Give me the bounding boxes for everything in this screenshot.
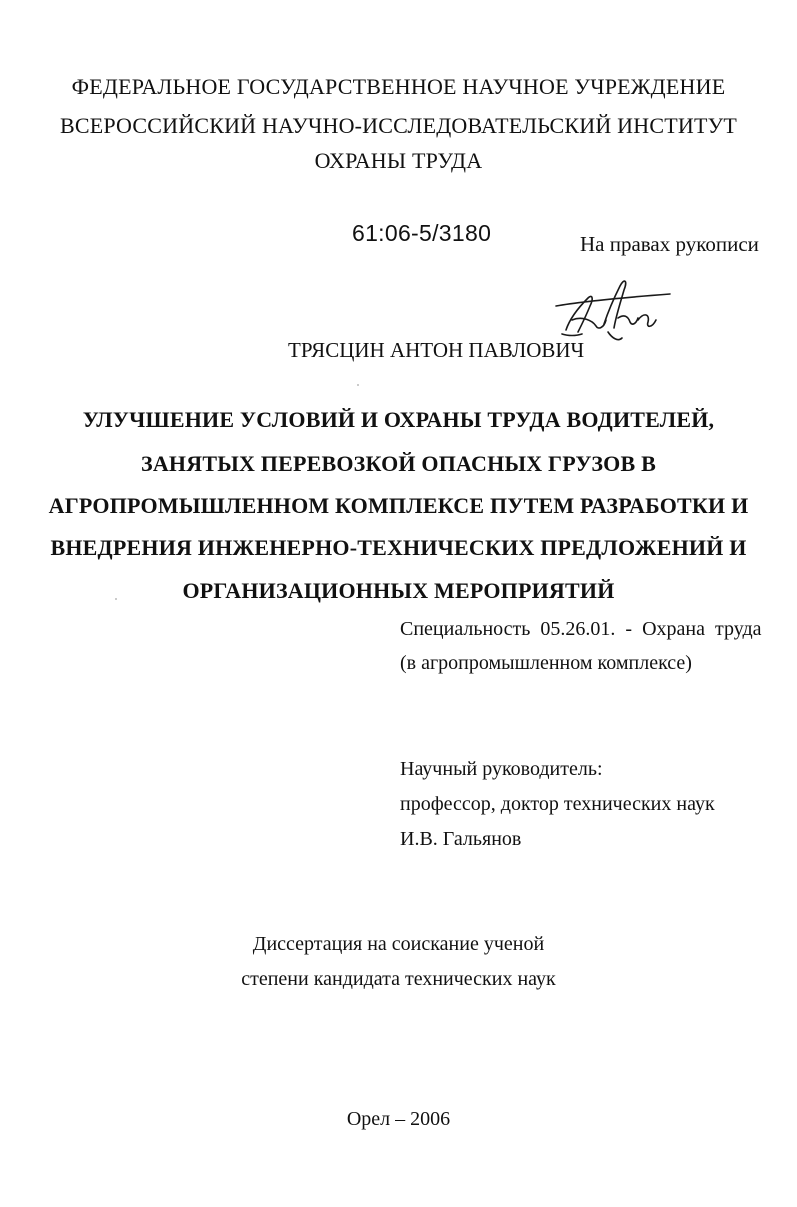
supervisor-name: И.В. Гальянов <box>400 828 522 850</box>
title-line-5: ОРГАНИЗАЦИОННЫХ МЕРОПРИЯТИЙ <box>182 578 615 603</box>
degree-statement-line-2: степени кандидата технических наук <box>241 968 556 990</box>
institution-line-1: ФЕДЕРАЛЬНОЕ ГОСУДАРСТВЕННОЕ НАУЧНОЕ УЧРЕЖДЕНИЕ <box>71 74 726 99</box>
scan-speck <box>357 384 359 386</box>
catalog-code: 61:06-5/3180 <box>352 220 492 246</box>
supervisor-label: Научный руководитель: <box>400 758 603 780</box>
degree-statement-line-1: Диссертация на соискание ученой <box>252 933 545 955</box>
title-line-2: ЗАНЯТЫХ ПЕРЕВОЗКОЙ ОПАСНЫХ ГРУЗОВ В <box>141 451 656 476</box>
institution-line-3: ОХРАНЫ ТРУДА <box>314 148 483 173</box>
specialty-line: Специальность 05.26.01. - Охрана труда <box>400 618 762 640</box>
scan-speck <box>115 598 117 600</box>
author-name: ТРЯСЦИН АНТОН ПАВЛОВИЧ <box>288 338 585 362</box>
title-line-3: АГРОПРОМЫШЛЕННОМ КОМПЛЕКСЕ ПУТЕМ РАЗРАБОТКИ И <box>48 493 749 518</box>
title-line-1: УЛУЧШЕНИЕ УСЛОВИЙ И ОХРАНЫ ТРУДА ВОДИТЕЛЕЙ, <box>82 407 715 432</box>
institution-line-2: ВСЕРОССИЙСКИЙ НАУЧНО-ИССЛЕДОВАТЕЛЬСКИЙ ИНСТИТУТ <box>59 113 738 138</box>
place-year: Орел – 2006 <box>346 1108 451 1130</box>
signature-image <box>548 268 683 348</box>
title-line-4: ВНЕДРЕНИЯ ИНЖЕНЕРНО-ТЕХНИЧЕСКИХ ПРЕДЛОЖЕНИЙ И <box>50 535 747 560</box>
supervisor-degree: профессор, доктор технических наук <box>400 793 715 815</box>
specialty-subline: (в агропромышленном комплексе) <box>400 652 692 674</box>
manuscript-rights: На правах рукописи <box>580 232 759 256</box>
